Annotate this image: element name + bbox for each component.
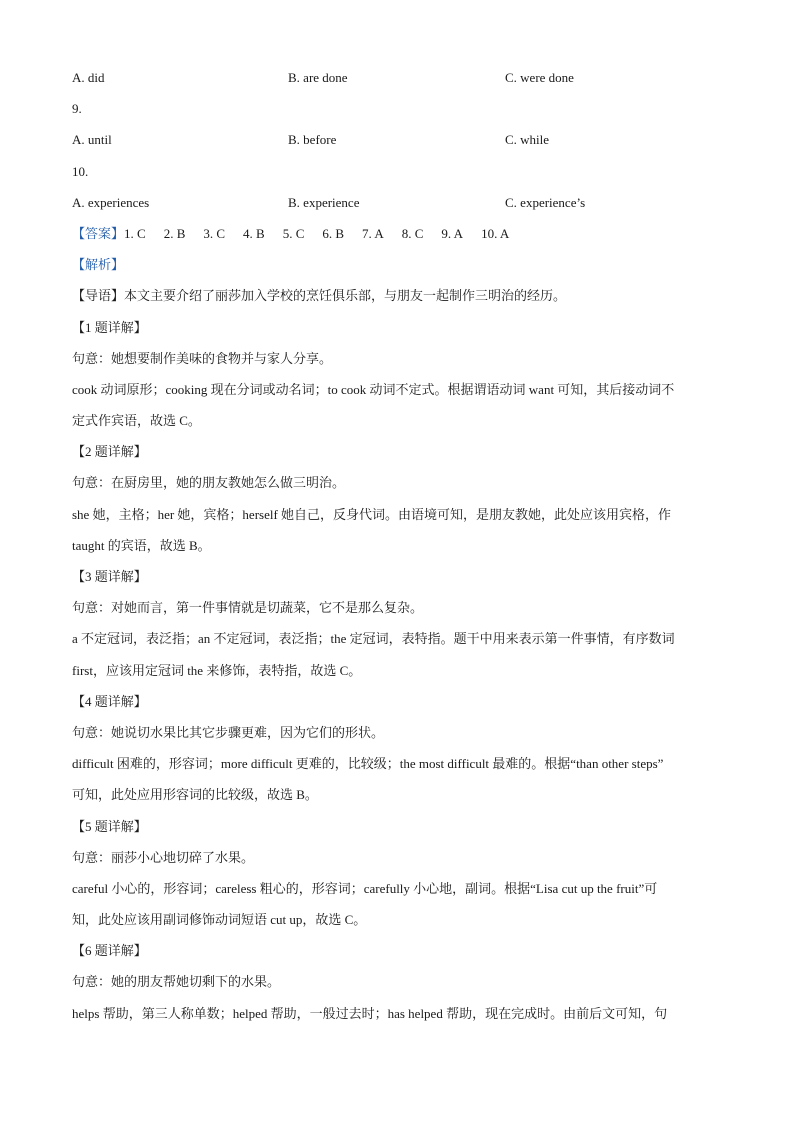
option-b[interactable]: B. are done [288, 70, 348, 85]
detail-5-meaning: 句意：丽莎小心地切碎了水果。 [72, 849, 255, 865]
detail-3-line-1: a 不定冠词，表泛指；an 不定冠词，表泛指；the 定冠词，表特指。题干中用来表示第一件事情，有序数词 [72, 631, 675, 647]
answer-item: 1. C [124, 225, 146, 241]
detail-2-meaning: 句意：在厨房里，她的朋友教她怎么做三明治。 [72, 475, 346, 491]
detail-2-title: 【2 题详解】 [72, 444, 147, 460]
detail-6-meaning: 句意：她的朋友帮她切剩下的水果。 [72, 974, 281, 990]
option-a[interactable]: A. experiences [72, 194, 150, 210]
detail-5-title: 【5 题详解】 [72, 818, 147, 834]
answer-item: 10. A [481, 225, 510, 241]
detail-5-line-2: 知，此处应该用副词修饰动词短语 cut up，故选 C。 [72, 912, 367, 928]
option-b[interactable]: B. experience [288, 194, 360, 210]
answer-item: 4. B [243, 225, 265, 241]
question-10-options [72, 187, 724, 218]
question-10-number: 10. [72, 163, 89, 179]
answer-item: 9. A [441, 225, 464, 241]
analysis-label: 【解析】 [72, 257, 125, 273]
detail-4-line-1: difficult 困难的，形容词；more difficult 更难的，比较级；the most difficult 最难的。根据“than other steps” [72, 756, 664, 772]
detail-1-meaning: 句意：她想要制作美味的食物并与家人分享。 [72, 350, 333, 366]
detail-4-title: 【4 题详解】 [72, 693, 147, 709]
answer-item: 5. C [282, 225, 305, 241]
option-c[interactable]: C. while [505, 132, 550, 148]
question-9-options [72, 124, 724, 155]
detail-4-line-2: 可知，此处应用形容词的比较级，故选 B。 [72, 787, 318, 803]
detail-2-line-1: she 她，主格；her 她，宾格；herself 她自己，反身代词。由语境可知，是朋友教她，此处应该用宾格，作 [72, 506, 672, 522]
guide-text: 【导语】本文主要介绍了丽莎加入学校的烹饪俱乐部，与朋友一起制作三明治的经历。 [72, 288, 567, 304]
detail-5-line-1: careful 小心的，形容词；careless 粗心的，形容词；carefully 小心地，副词。根据“Lisa cut up the fruit”可 [72, 880, 658, 896]
document-page [72, 62, 724, 1029]
answer-item: 2. B [163, 225, 186, 241]
detail-3-line-2: first，应该用定冠词 the 来修饰，表特指，故选 C。 [72, 662, 362, 678]
detail-3-title: 【3 题详解】 [72, 569, 147, 584]
detail-1-title: 【1 题详解】 [72, 319, 147, 335]
answer-item: 7. A [362, 225, 384, 241]
option-c[interactable]: C. experience’s [505, 194, 586, 210]
question-9-number: 9. [72, 101, 82, 117]
answer-item: 6. B [322, 225, 345, 241]
detail-6-title: 【6 题详解】 [72, 943, 147, 959]
detail-1-line-1: cook 动词原形；cooking 现在分词或动名词；to cook 动词不定式。根据谓语动词 want 可知，其后接动词不 [72, 381, 675, 397]
detail-3-meaning: 句意：对她而言，第一件事情就是切蔬菜，它不是那么复杂。 [72, 600, 424, 616]
option-b[interactable]: B. before [288, 132, 337, 148]
detail-6-line-1: helps 帮助，第三人称单数；helped 帮助，一般过去时；has helped 帮助，现在完成时。由前后文可知，句 [72, 1005, 668, 1021]
answer-label: 【答案】 [72, 225, 125, 241]
answer-item: 8. C [401, 225, 424, 241]
detail-2-line-2: taught 的宾语，故选 B。 [72, 537, 211, 553]
option-a[interactable]: A. did [72, 70, 105, 85]
detail-1-line-2: 定式作宾语，故选 C。 [72, 413, 201, 429]
answer-key [72, 218, 724, 249]
option-c[interactable]: C. were done [505, 70, 574, 85]
answer-item: 3. C [203, 225, 226, 241]
question-8-options [72, 62, 724, 93]
option-a[interactable]: A. until [72, 132, 112, 148]
detail-4-meaning: 句意：她说切水果比其它步骤更难，因为它们的形状。 [72, 724, 385, 740]
